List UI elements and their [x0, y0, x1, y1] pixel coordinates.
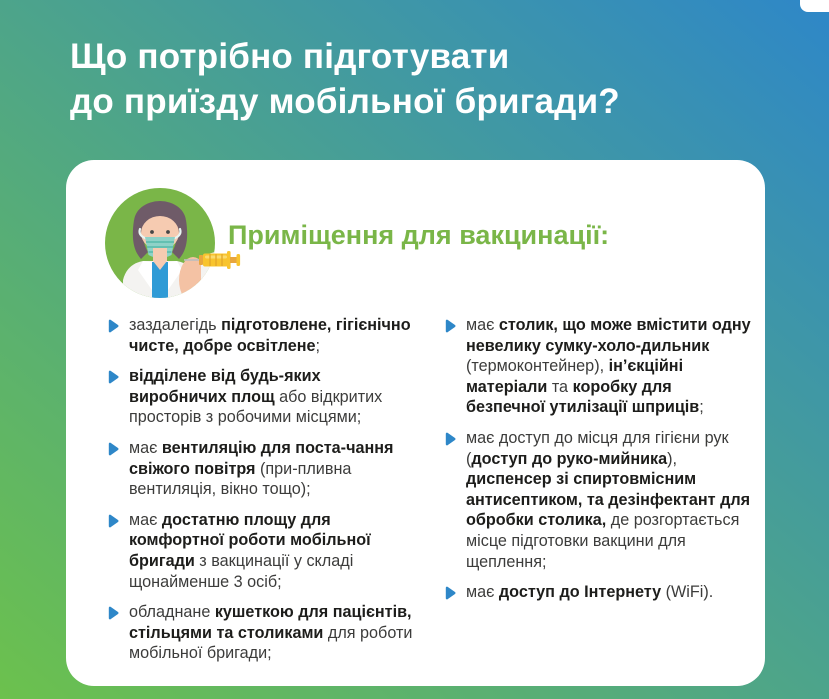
list-item-text: заздалегідь підготовлене, гігієнічно чисте, добре освітлене; [129, 316, 411, 355]
list-item [445, 428, 751, 572]
list-item [108, 438, 414, 500]
list-item-text: має столик, що може вмістити одну невелику сумку-холо-дильник (термоконтейнер), ін’єкційні матеріали та коробку для безпечної утилізації шприців; [466, 316, 751, 417]
nurse-with-mask-and-syringe-icon [105, 188, 245, 298]
bullet-columns [108, 315, 751, 674]
arrow-right-icon [108, 441, 119, 500]
list-item [445, 582, 751, 606]
list-item [108, 366, 414, 428]
arrow-right-icon [108, 605, 119, 664]
bullet-list-right [445, 315, 751, 674]
list-item [108, 602, 414, 664]
arrow-right-icon [108, 369, 119, 428]
list-item-text: має доступ до Інтернету (WiFi). [466, 583, 714, 602]
list-item [445, 315, 751, 418]
list-item-text: має вентиляцію для поста-чання свіжого повітря (при-пливна вентиляція, вікно тощо); [129, 438, 394, 499]
list-item-text: відділене від будь-яких виробничих площ або відкритих просторів з робочими місцями; [129, 367, 383, 427]
page-title [70, 34, 620, 124]
arrow-right-icon [445, 431, 456, 572]
arrow-right-icon [108, 318, 119, 356]
list-item [108, 510, 414, 592]
corner-notch-shape [800, 0, 829, 12]
list-item-text: має достатню площу для комфортної роботи мобільної бригади з вакцинації у складі щонайменше 3 осіб; [129, 510, 371, 591]
page-title-line2: до приїзду мобільної бригади? [70, 82, 620, 121]
arrow-right-icon [445, 585, 456, 606]
card-heading: Приміщення для вакцинації: [228, 220, 610, 250]
arrow-right-icon [445, 318, 456, 418]
list-item [108, 315, 414, 356]
bullet-list-left [108, 315, 414, 674]
page-title-line1: Що потрібно підготувати [70, 37, 510, 76]
list-item-text: має доступ до місця для гігієни рук (доступ до руко-мийника), диспенсер зі спиртовмісним антисептиком, та дезінфектант для обробки столика, де розгортається місце підготовки вакцини для щеплення; [466, 428, 751, 571]
list-item-text: обладнане кушеткою для пацієнтів, стільцями та столиками для роботи мобільної бригади; [129, 603, 413, 663]
content-card [66, 160, 765, 686]
arrow-right-icon [108, 513, 119, 592]
